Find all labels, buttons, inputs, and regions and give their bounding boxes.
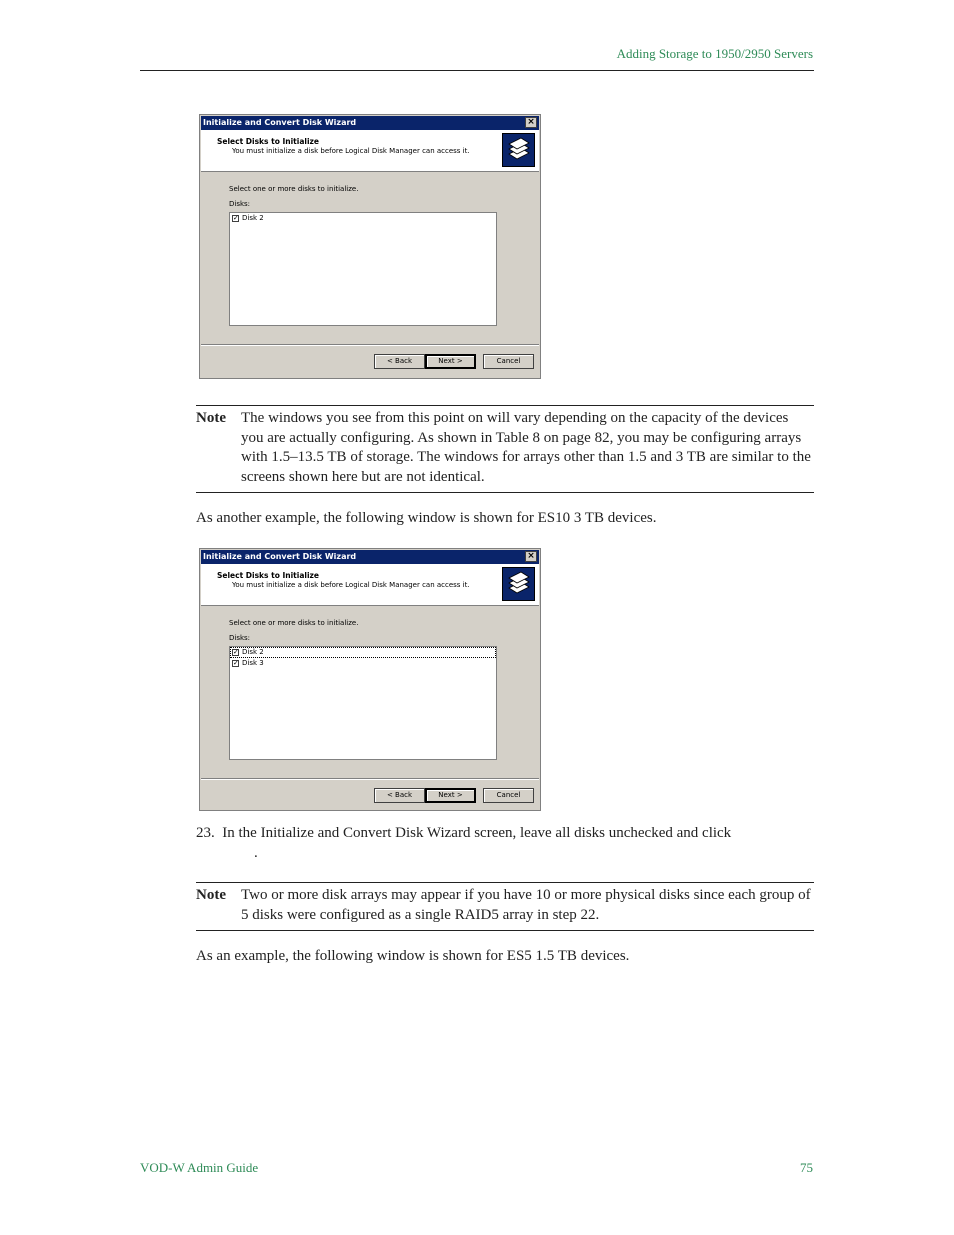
disk-checkbox[interactable] bbox=[232, 215, 239, 222]
wizard-separator bbox=[201, 778, 539, 780]
note-text: Two or more disk arrays may appear if you have 10 or more physical disks since each group of 5 disks were configured as a single RAID5 array in step 22. bbox=[241, 887, 811, 923]
note-1 bbox=[196, 405, 814, 493]
disks-label: Disks: bbox=[229, 200, 251, 208]
disk-checkbox[interactable] bbox=[232, 649, 239, 656]
wizard-header bbox=[201, 130, 539, 172]
check-icon: ✓ bbox=[233, 659, 239, 667]
paragraph-example-es5: As an example, the following window is shown for ES5 1.5 TB devices. bbox=[196, 948, 630, 964]
disk-label: Disk 3 bbox=[242, 659, 264, 667]
step-number: 23. bbox=[196, 825, 215, 841]
wizard-titlebar bbox=[201, 550, 539, 564]
step-23 bbox=[196, 824, 731, 844]
disk-stack-icon bbox=[502, 567, 535, 601]
next-button[interactable]: Next > bbox=[425, 354, 476, 369]
wizard-title: Initialize and Convert Disk Wizard bbox=[203, 552, 357, 561]
instruction-label: Select one or more disks to initialize. bbox=[229, 185, 359, 193]
back-button[interactable]: < Back bbox=[374, 788, 425, 803]
disk-list[interactable] bbox=[229, 212, 497, 326]
wizard-title: Initialize and Convert Disk Wizard bbox=[203, 118, 357, 127]
disk-label: Disk 2 bbox=[242, 214, 264, 222]
check-icon: ✓ bbox=[233, 214, 239, 222]
wizard-separator bbox=[201, 344, 539, 346]
back-button[interactable]: < Back bbox=[374, 354, 425, 369]
wizard-screenshot-2 bbox=[199, 548, 541, 811]
page-number: 75 bbox=[800, 1160, 813, 1175]
step-23-trailing: . bbox=[254, 845, 258, 861]
disk-row[interactable] bbox=[230, 647, 496, 658]
wizard-subheading: You must initialize a disk before Logical Disk Manager can access it. bbox=[232, 147, 470, 155]
disk-label: Disk 2 bbox=[242, 648, 264, 656]
instruction-label: Select one or more disks to initialize. bbox=[229, 619, 359, 627]
cancel-button[interactable]: Cancel bbox=[483, 788, 534, 803]
disks-label: Disks: bbox=[229, 634, 251, 642]
step-text: In the Initialize and Convert Disk Wizard screen, leave all disks unchecked and click bbox=[222, 825, 732, 841]
note-text: The windows you see from this point on will vary depending on the capacity of the devices you are actually configuring. As shown in Table 8 on page 82, you may be configuring arrays with 1.5–13.5 TB of storage. The windows for arrays other than 1.5 and 3 TB are similar to the screens shown here but are not identical. bbox=[241, 410, 811, 485]
wizard-heading: Select Disks to Initialize bbox=[217, 137, 319, 146]
note-label: Note bbox=[196, 410, 226, 426]
note-2 bbox=[196, 882, 814, 931]
running-header: Adding Storage to 1950/2950 Servers bbox=[616, 46, 813, 61]
note-label: Note bbox=[196, 887, 226, 903]
disk-row[interactable] bbox=[230, 213, 496, 224]
close-icon: × bbox=[527, 117, 535, 127]
disk-list[interactable] bbox=[229, 646, 497, 760]
paragraph-example-es10: As another example, the following window is shown for ES10 3 TB devices. bbox=[196, 510, 657, 526]
close-button[interactable] bbox=[525, 117, 537, 128]
cancel-button[interactable]: Cancel bbox=[483, 354, 534, 369]
wizard-subheading: You must initialize a disk before Logical Disk Manager can access it. bbox=[232, 581, 470, 589]
wizard-header bbox=[201, 564, 539, 606]
header-rule bbox=[140, 70, 814, 71]
disk-stack-icon bbox=[502, 133, 535, 167]
next-button[interactable]: Next > bbox=[425, 788, 476, 803]
disk-row[interactable] bbox=[230, 658, 496, 669]
close-icon: × bbox=[527, 551, 535, 561]
footer-guide-title: VOD-W Admin Guide bbox=[140, 1160, 259, 1175]
disk-checkbox[interactable] bbox=[232, 660, 239, 667]
wizard-heading: Select Disks to Initialize bbox=[217, 571, 319, 580]
wizard-screenshot-1 bbox=[199, 114, 541, 379]
check-icon: ✓ bbox=[233, 648, 239, 656]
wizard-titlebar bbox=[201, 116, 539, 130]
close-button[interactable] bbox=[525, 551, 537, 562]
